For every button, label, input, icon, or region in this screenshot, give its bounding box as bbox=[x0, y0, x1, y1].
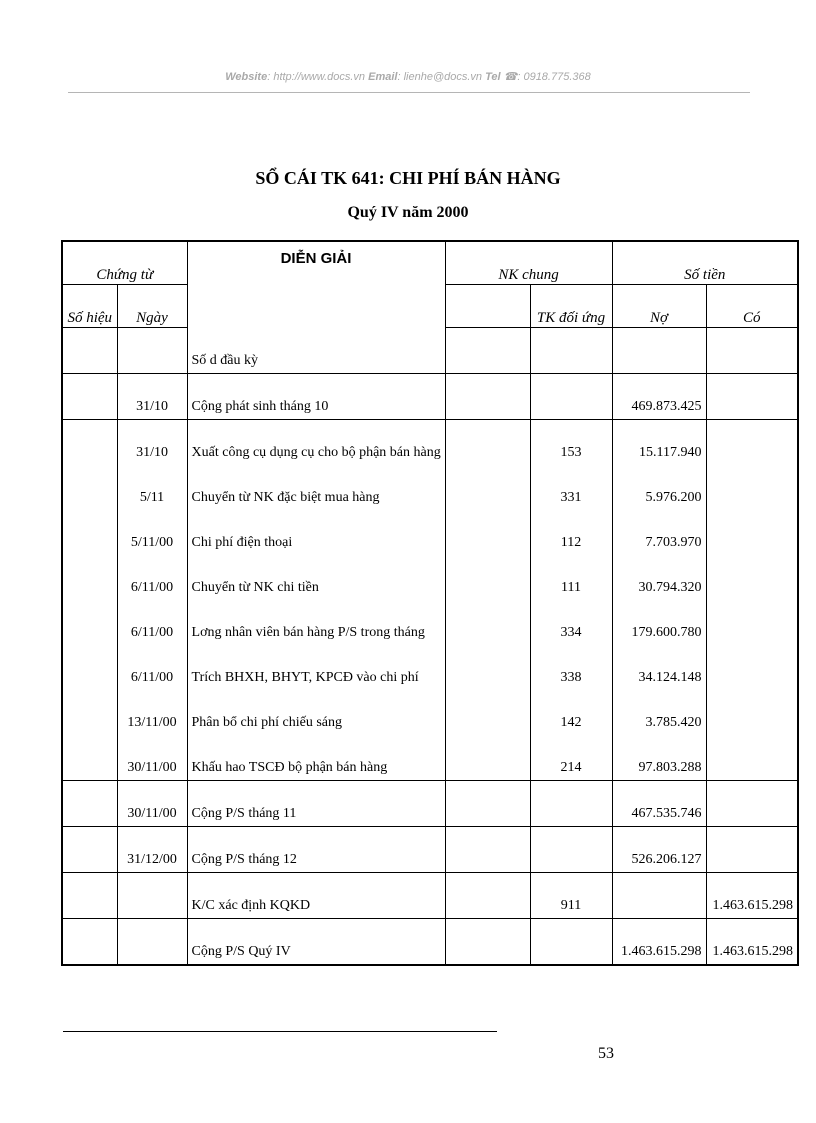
col-dien-giai: DIỄN GIẢI bbox=[187, 241, 445, 328]
phone-icon: ☎ bbox=[503, 71, 518, 83]
row-debit: 1.463.615.298 bbox=[612, 919, 706, 966]
table-row bbox=[62, 781, 798, 827]
row-credit: 1.463.615.298 bbox=[706, 873, 798, 919]
col-co: Có bbox=[706, 285, 798, 328]
row-account: 338 bbox=[530, 645, 612, 690]
tel-value: : 0918.775.368 bbox=[517, 71, 591, 83]
table-row bbox=[62, 827, 798, 873]
row-account bbox=[530, 328, 612, 374]
row-description: Số d đầu kỳ bbox=[187, 328, 445, 374]
row-account: 153 bbox=[530, 420, 612, 466]
table-row bbox=[62, 510, 798, 555]
row-description: Chuyển từ NK chi tiền bbox=[187, 555, 445, 600]
ledger-table bbox=[61, 240, 799, 966]
table-row bbox=[62, 328, 798, 374]
row-description: Phân bổ chi phí chiếu sáng bbox=[187, 690, 445, 735]
row-debit: 34.124.148 bbox=[612, 645, 706, 690]
row-account: 142 bbox=[530, 690, 612, 735]
row-credit bbox=[706, 328, 798, 374]
row-date: 31/12/00 bbox=[117, 827, 187, 873]
row-account: 331 bbox=[530, 465, 612, 510]
row-description: Khấu hao TSCĐ bộ phận bán hàng bbox=[187, 735, 445, 781]
table-row bbox=[62, 735, 798, 781]
row-date: 30/11/00 bbox=[117, 781, 187, 827]
row-debit bbox=[612, 328, 706, 374]
row-description: Trích BHXH, BHYT, KPCĐ vào chi phí bbox=[187, 645, 445, 690]
row-description: Cộng P/S tháng 11 bbox=[187, 781, 445, 827]
row-date: 5/11 bbox=[117, 465, 187, 510]
website-value: : http://www.docs.vn bbox=[267, 71, 366, 83]
col-ngay: Ngày bbox=[117, 285, 187, 328]
col-no: Nợ bbox=[612, 285, 706, 328]
website-label: Website bbox=[225, 71, 268, 83]
col-tk-doi-ung: TK đối ứng bbox=[530, 285, 612, 328]
row-date: 13/11/00 bbox=[117, 690, 187, 735]
tel-label: Tel bbox=[485, 71, 501, 83]
row-debit: 467.535.746 bbox=[612, 781, 706, 827]
row-credit bbox=[706, 420, 798, 466]
col-chung-tu: Chứng từ bbox=[62, 241, 187, 285]
table-row bbox=[62, 465, 798, 510]
row-description: Cộng P/S tháng 12 bbox=[187, 827, 445, 873]
header-rule bbox=[68, 92, 750, 93]
row-credit bbox=[706, 555, 798, 600]
row-debit: 5.976.200 bbox=[612, 465, 706, 510]
row-credit bbox=[706, 781, 798, 827]
row-description: Cộng phát sinh tháng 10 bbox=[187, 374, 445, 420]
row-account bbox=[530, 781, 612, 827]
row-date: 6/11/00 bbox=[117, 600, 187, 645]
row-date: 30/11/00 bbox=[117, 735, 187, 781]
row-credit bbox=[706, 827, 798, 873]
row-credit: 1.463.615.298 bbox=[706, 919, 798, 966]
row-credit bbox=[706, 735, 798, 781]
col-so-hieu: Số hiệu bbox=[62, 285, 117, 328]
table-row bbox=[62, 420, 798, 466]
row-account bbox=[530, 374, 612, 420]
row-account: 112 bbox=[530, 510, 612, 555]
table-row bbox=[62, 690, 798, 735]
row-date: 6/11/00 bbox=[117, 645, 187, 690]
row-debit: 15.117.940 bbox=[612, 420, 706, 466]
row-credit bbox=[706, 465, 798, 510]
row-account: 911 bbox=[530, 873, 612, 919]
table-row bbox=[62, 374, 798, 420]
row-account: 214 bbox=[530, 735, 612, 781]
row-debit: 469.873.425 bbox=[612, 374, 706, 420]
table-row bbox=[62, 919, 798, 966]
email-value: : lienhe@docs.vn bbox=[397, 71, 483, 83]
row-debit: 97.803.288 bbox=[612, 735, 706, 781]
row-credit bbox=[706, 374, 798, 420]
row-description: Cộng P/S Quý IV bbox=[187, 919, 445, 966]
row-account: 334 bbox=[530, 600, 612, 645]
row-date bbox=[117, 873, 187, 919]
row-description: Xuất công cụ dụng cụ cho bộ phận bán hàng bbox=[187, 420, 445, 466]
row-debit: 30.794.320 bbox=[612, 555, 706, 600]
table-row bbox=[62, 600, 798, 645]
document-title: SỔ CÁI TK 641: CHI PHÍ BÁN HÀNG bbox=[255, 168, 561, 188]
row-credit bbox=[706, 645, 798, 690]
row-date bbox=[117, 328, 187, 374]
row-debit: 7.703.970 bbox=[612, 510, 706, 555]
footnote-rule bbox=[63, 1031, 497, 1032]
row-date: 31/10 bbox=[117, 420, 187, 466]
row-description: Chi phí điện thoại bbox=[187, 510, 445, 555]
row-credit bbox=[706, 600, 798, 645]
row-date bbox=[117, 919, 187, 966]
row-date: 5/11/00 bbox=[117, 510, 187, 555]
row-description: Chuyển từ NK đặc biệt mua hàng bbox=[187, 465, 445, 510]
row-account bbox=[530, 919, 612, 966]
document-subtitle: Quý IV năm 2000 bbox=[347, 204, 469, 221]
table-row bbox=[62, 873, 798, 919]
row-credit bbox=[706, 690, 798, 735]
row-date: 31/10 bbox=[117, 374, 187, 420]
row-debit: 3.785.420 bbox=[612, 690, 706, 735]
row-debit: 179.600.780 bbox=[612, 600, 706, 645]
col-so-tien: Số tiền bbox=[612, 241, 798, 285]
row-credit bbox=[706, 510, 798, 555]
row-account bbox=[530, 827, 612, 873]
email-label: Email bbox=[368, 71, 398, 83]
col-nk-chung: NK chung bbox=[445, 241, 612, 285]
row-account: 111 bbox=[530, 555, 612, 600]
row-description: Lơng nhân viên bán hàng P/S trong tháng bbox=[187, 600, 445, 645]
row-description: K/C xác định KQKD bbox=[187, 873, 445, 919]
col-nk-blank bbox=[445, 285, 530, 328]
row-date: 6/11/00 bbox=[117, 555, 187, 600]
row-debit bbox=[612, 873, 706, 919]
table-row bbox=[62, 555, 798, 600]
page-number: 53 bbox=[598, 1045, 614, 1062]
table-row bbox=[62, 645, 798, 690]
page-header bbox=[0, 70, 816, 83]
row-debit: 526.206.127 bbox=[612, 827, 706, 873]
